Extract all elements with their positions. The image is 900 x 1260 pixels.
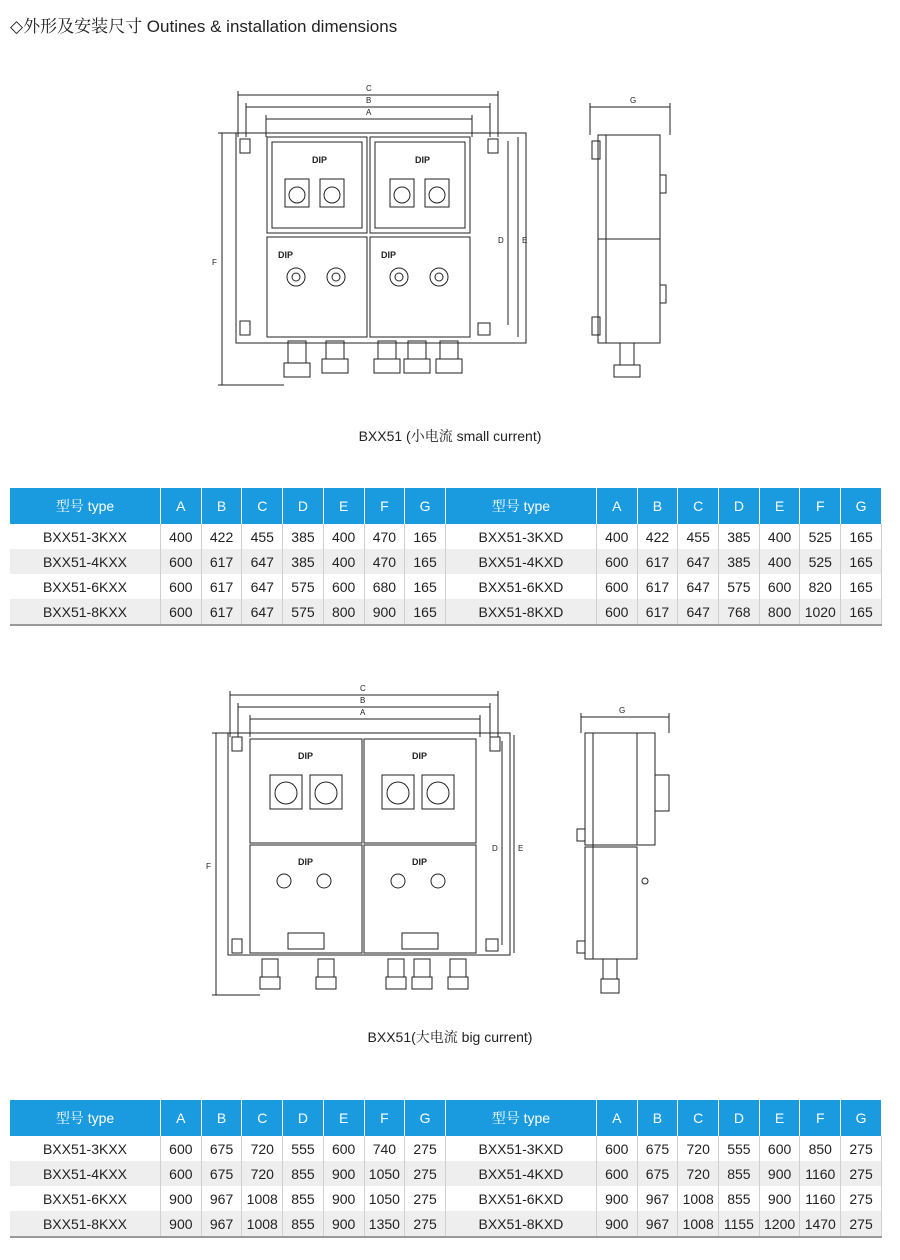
dim-label-e: E [522,236,528,245]
dimension-cell: 165 [405,524,446,549]
dimension-cell: 470 [364,549,405,574]
dimension-cell: 275 [405,1161,446,1186]
header-a: A [161,1100,202,1136]
model-cell: BXX51-4KXD [445,1161,596,1186]
dimension-cell: 275 [841,1136,882,1161]
header-e: E [759,488,800,524]
dimension-cell: 617 [637,574,678,599]
dimension-cell: 575 [719,574,760,599]
table-row [10,574,882,599]
header-b: B [637,1100,678,1136]
big-table-body [10,1136,882,1237]
big-current-front-drawing [200,683,530,1003]
dimension-cell: 720 [242,1161,283,1186]
dimension-cell: 600 [596,1161,637,1186]
dim-label-e: E [518,844,524,853]
model-cell: BXX51-8KXD [445,1211,596,1237]
dimension-cell: 525 [800,524,841,549]
dimension-cell: 400 [323,524,364,549]
dimension-cell: 165 [841,574,882,599]
model-cell: BXX51-6KXX [10,574,161,599]
dim-label-g: G [619,706,626,715]
dimension-cell: 720 [242,1136,283,1161]
dimension-cell: 900 [161,1186,202,1211]
header-type: 型号 type [445,1100,596,1136]
header-g: G [405,488,446,524]
header-g: G [405,1100,446,1136]
model-cell: BXX51-3KXX [10,524,161,549]
small-current-caption: BXX51 (小电流 small current) [358,428,542,444]
dimension-cell: 600 [596,549,637,574]
dimension-cell: 400 [759,549,800,574]
dimension-cell: 855 [719,1186,760,1211]
dimension-cell: 967 [201,1211,242,1237]
header-type: 型号 type [445,488,596,524]
dimension-cell: 275 [405,1211,446,1237]
dimension-cell: 900 [759,1186,800,1211]
model-cell: BXX51-3KXX [10,1136,161,1161]
dimension-cell: 675 [637,1136,678,1161]
dimension-cell: 455 [678,524,719,549]
header-a: A [596,1100,637,1136]
dimension-cell: 900 [364,599,405,625]
dimension-cell: 1008 [242,1211,283,1237]
dimension-cell: 165 [841,599,882,625]
big-current-side-drawing [565,703,685,1003]
header-g: G [841,488,882,524]
dimension-cell: 820 [800,574,841,599]
dim-label-d: D [498,236,504,245]
model-cell: BXX51-6KXD [445,1186,596,1211]
dimension-cell: 600 [323,1136,364,1161]
dimension-cell: 720 [678,1136,719,1161]
big-current-spec-table [10,1100,882,1238]
header-c: C [678,1100,719,1136]
dim-label-f: F [212,258,217,267]
dim-label-b: B [360,696,366,705]
dimension-cell: 165 [405,599,446,625]
header-b: B [201,1100,242,1136]
dimension-cell: 555 [719,1136,760,1161]
dimension-cell: 1008 [242,1186,283,1211]
dimension-cell: 1470 [800,1211,841,1237]
header-e: E [323,1100,364,1136]
dimension-cell: 675 [637,1161,678,1186]
dimension-cell: 1160 [800,1161,841,1186]
dimension-cell: 720 [678,1161,719,1186]
dimension-cell: 385 [719,549,760,574]
header-c: C [242,488,283,524]
dimension-cell: 400 [161,524,202,549]
dimension-cell: 400 [759,524,800,549]
dimension-cell: 855 [283,1161,324,1186]
dimension-cell: 617 [201,549,242,574]
dimension-cell: 385 [283,549,324,574]
dimension-cell: 1160 [800,1186,841,1211]
dimension-cell: 575 [283,574,324,599]
model-cell: BXX51-6KXX [10,1186,161,1211]
dimension-cell: 900 [323,1161,364,1186]
dim-label-c: C [366,84,372,93]
dimension-cell: 575 [283,599,324,625]
dip-label: DIP [298,751,314,761]
dimension-cell: 470 [364,524,405,549]
dimension-cell: 400 [323,549,364,574]
dimension-cell: 855 [719,1161,760,1186]
dimension-cell: 385 [283,524,324,549]
header-a: A [596,488,637,524]
header-c: C [678,488,719,524]
header-f: F [364,1100,405,1136]
dimension-cell: 647 [678,549,719,574]
dimension-cell: 455 [242,524,283,549]
dimension-cell: 900 [323,1211,364,1237]
dimension-cell: 600 [323,574,364,599]
dimension-cell: 275 [405,1186,446,1211]
dimension-cell: 675 [201,1136,242,1161]
small-current-spec-table [10,488,882,626]
dimension-cell: 275 [841,1161,882,1186]
dimension-cell: 600 [596,1136,637,1161]
small-table-body [10,524,882,625]
dimension-cell: 1050 [364,1186,405,1211]
header-c: C [242,1100,283,1136]
dimension-cell: 647 [242,574,283,599]
dimension-cell: 275 [841,1211,882,1237]
dim-label-b: B [366,96,372,105]
header-f: F [800,1100,841,1136]
header-type: 型号 type [10,1100,161,1136]
dimension-cell: 967 [201,1186,242,1211]
dim-label-f: F [206,862,211,871]
dimension-cell: 385 [719,524,760,549]
dimension-cell: 600 [759,574,800,599]
dimension-cell: 600 [759,1136,800,1161]
header-type: 型号 type [10,488,161,524]
dimension-cell: 555 [283,1136,324,1161]
header-e: E [323,488,364,524]
model-cell: BXX51-8KXX [10,599,161,625]
dimension-cell: 617 [637,549,678,574]
table-row [10,599,882,625]
dimension-cell: 165 [405,549,446,574]
dimension-cell: 422 [201,524,242,549]
header-d: D [719,1100,760,1136]
dip-label: DIP [278,250,294,260]
dimension-cell: 165 [841,549,882,574]
dim-label-d: D [492,844,498,853]
dimension-cell: 617 [201,599,242,625]
dip-label: DIP [312,155,328,165]
dip-label: DIP [412,751,428,761]
dimension-cell: 1155 [719,1211,760,1237]
dimension-cell: 1008 [678,1186,719,1211]
small-current-front-drawing [200,75,540,405]
dimension-cell: 675 [201,1161,242,1186]
header-f: F [800,488,841,524]
big-current-caption: BXX51(大电流 big current) [367,1029,533,1045]
dim-label-c: C [360,684,366,693]
model-cell: BXX51-8KXD [445,599,596,625]
header-d: D [283,488,324,524]
dimension-cell: 1350 [364,1211,405,1237]
dimension-cell: 400 [596,524,637,549]
dimension-cell: 275 [405,1136,446,1161]
dimension-cell: 900 [323,1186,364,1211]
table-header-row [10,1100,882,1136]
dip-label: DIP [415,155,431,165]
dimension-cell: 967 [637,1211,678,1237]
dimension-cell: 900 [759,1161,800,1186]
dimension-cell: 800 [323,599,364,625]
dimension-cell: 165 [405,574,446,599]
model-cell: BXX51-4KXX [10,549,161,574]
dimension-cell: 680 [364,574,405,599]
dimension-cell: 1200 [759,1211,800,1237]
dimension-cell: 525 [800,549,841,574]
model-cell: BXX51-4KXX [10,1161,161,1186]
table-header-row [10,488,882,524]
dimension-cell: 647 [242,599,283,625]
header-f: F [364,488,405,524]
dimension-cell: 617 [637,599,678,625]
dimension-cell: 1020 [800,599,841,625]
dimension-cell: 617 [201,574,242,599]
dimension-cell: 855 [283,1186,324,1211]
dim-label-g: G [630,96,637,105]
header-e: E [759,1100,800,1136]
dimension-cell: 422 [637,524,678,549]
dip-label: DIP [381,250,397,260]
dip-label: DIP [412,857,428,867]
dimension-cell: 647 [678,574,719,599]
dimension-cell: 967 [637,1186,678,1211]
header-d: D [719,488,760,524]
header-d: D [283,1100,324,1136]
dimension-cell: 647 [678,599,719,625]
dimension-cell: 768 [719,599,760,625]
model-cell: BXX51-4KXD [445,549,596,574]
dimension-cell: 600 [161,574,202,599]
model-cell: BXX51-6KXD [445,574,596,599]
header-a: A [161,488,202,524]
dimension-cell: 600 [596,574,637,599]
dimension-cell: 600 [161,549,202,574]
table-row [10,1186,882,1211]
table-row [10,549,882,574]
dimension-cell: 740 [364,1136,405,1161]
model-cell: BXX51-3KXD [445,524,596,549]
header-b: B [201,488,242,524]
dimension-cell: 855 [283,1211,324,1237]
dimension-cell: 900 [596,1186,637,1211]
dimension-cell: 600 [161,599,202,625]
dimension-cell: 800 [759,599,800,625]
dimension-cell: 647 [242,549,283,574]
dim-label-a: A [360,708,366,717]
dimension-cell: 275 [841,1186,882,1211]
dimension-cell: 600 [161,1161,202,1186]
table-row [10,1161,882,1186]
page-title: ◇外形及安装尺寸 Outines & installation dimensions [10,17,398,36]
table-row [10,524,882,549]
dip-label: DIP [298,857,314,867]
dimension-cell: 900 [596,1211,637,1237]
header-b: B [637,488,678,524]
model-cell: BXX51-8KXX [10,1211,161,1237]
table-row [10,1136,882,1161]
dimension-cell: 165 [841,524,882,549]
header-g: G [841,1100,882,1136]
small-current-side-drawing [580,95,680,395]
dim-label-a: A [366,108,372,117]
dimension-cell: 600 [161,1136,202,1161]
table-row [10,1211,882,1237]
dimension-cell: 600 [596,599,637,625]
dimension-cell: 1050 [364,1161,405,1186]
model-cell: BXX51-3KXD [445,1136,596,1161]
dimension-cell: 1008 [678,1211,719,1237]
dimension-cell: 850 [800,1136,841,1161]
dimension-cell: 900 [161,1211,202,1237]
